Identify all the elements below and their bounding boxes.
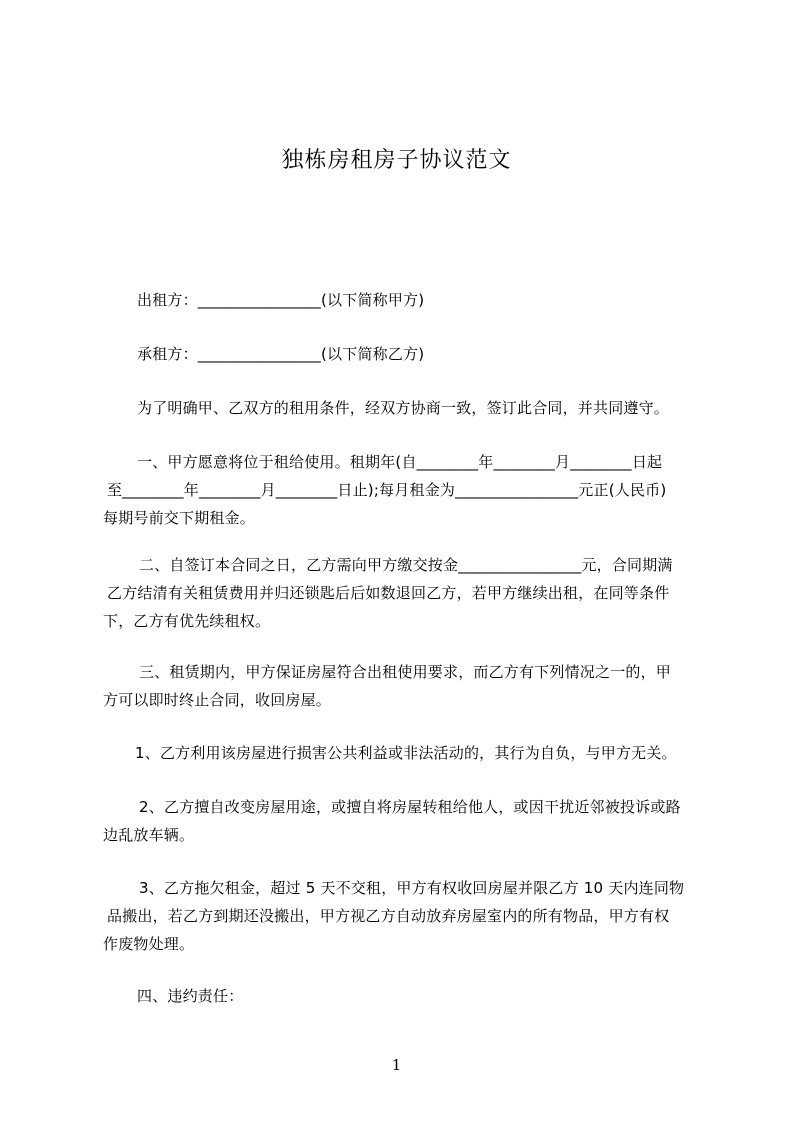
clause1-line: 至________年________月________日止);每月租金为________________元正(人民币) <box>107 481 667 499</box>
document-title: 独栋房租房子协议范文 <box>281 148 512 173</box>
clause3-line: 方可以即时终止合同，收回房屋。 <box>103 691 332 709</box>
page-number: 1 <box>391 1056 402 1074</box>
clause2-line: 二、自签订本合同之日，乙方需向甲方缴交按金________________元，合同期满 <box>139 556 673 574</box>
item3-line: 作废物处理。 <box>103 935 195 953</box>
item2-line: 边乱放车辆。 <box>103 826 195 844</box>
clause3-line: 三、租赁期内，甲方保证房屋符合出租使用要求，而乙方有下列情况之一的，甲 <box>139 663 672 681</box>
clause2-line: 下，乙方有优先续租权。 <box>103 612 271 630</box>
clause1-line: 一、甲方愿意将位于租给使用。租期年(自________年________月________日起 <box>137 453 663 471</box>
clause4-heading: 四、违约责任： <box>137 987 244 1005</box>
item1-line: 1、乙方利用该房屋进行损害公共利益或非法活动的，其行为自负，与甲方无关。 <box>135 744 677 762</box>
lessor-line: 出租方：________________(以下简称甲方) <box>137 291 425 309</box>
clause2-line: 乙方结清有关租赁费用并归还锁匙后后如数退回乙方，若甲方继续出租，在同等条件 <box>107 584 670 602</box>
lessee-line: 承租方：________________(以下简称乙方) <box>137 345 425 363</box>
intro-paragraph: 为了明确甲、乙双方的租用条件，经双方协商一致，签订此合同，并共同遵守。 <box>137 399 670 417</box>
item3-line: 3、乙方拖欠租金，超过 5 天不交租，甲方有权收回房屋并限乙方 10 天内连同物 <box>139 879 685 897</box>
item2-line: 2、乙方擅自改变房屋用途，或擅自将房屋转租给他人，或因干扰近邻被投诉或路 <box>139 798 681 816</box>
clause1-line: 每期号前交下期租金。 <box>103 509 256 527</box>
item3-line: 品搬出，若乙方到期还没搬出，甲方视乙方自动放弃房屋室内的所有物品，甲方有权 <box>107 907 670 925</box>
